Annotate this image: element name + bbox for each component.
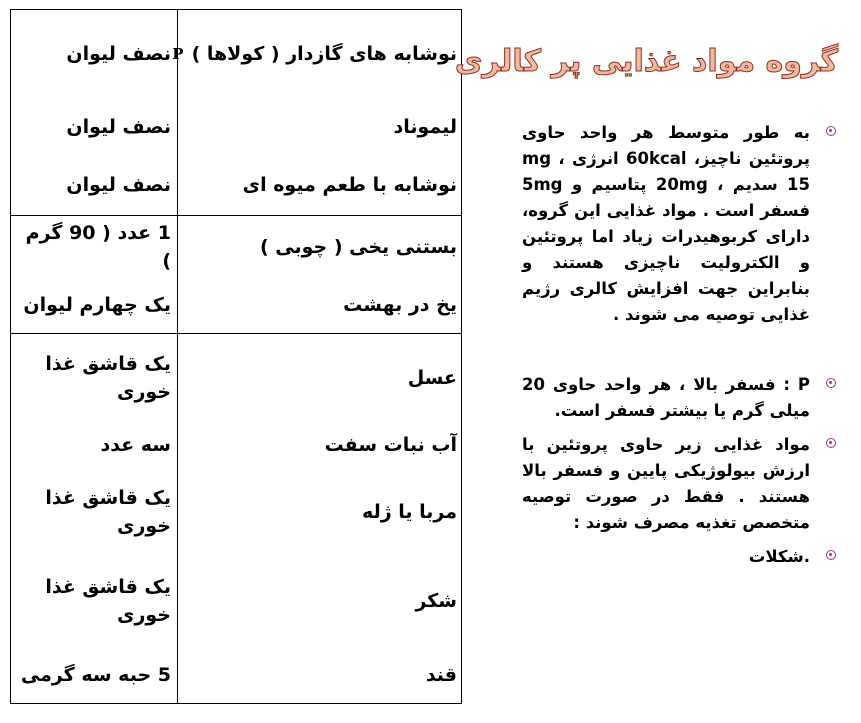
list-item: به طور متوسط هر واحد حاوی پروتئین ناچیز، 60kcal انرژی ، mg 15 سدیم ، 20mg پتاسیم و 5mg فسفر است . مواد غذایی این گروه، دارای کربوهیدرات زیاد اما پروتئین و الکترولیت ناچیزی هستند و بنابراین جهت افزایش کالری رژیم غذایی توصیه می شوند . <box>522 120 810 328</box>
phosphorus-badge: P <box>172 45 184 63</box>
group-divider <box>11 333 461 334</box>
table-row-food: یخ در بهشت <box>343 294 457 316</box>
table-row-food: لیموناد <box>393 116 457 138</box>
table-row-amount: نصف لیوان <box>66 43 171 65</box>
bullet-icon <box>826 438 836 448</box>
table-row-food: شکر <box>415 590 457 612</box>
list-item: .شکلات <box>522 544 810 570</box>
table-row-amount: 5 حبه سه گرمی <box>20 664 171 686</box>
table-row-amount: سه عدد <box>100 434 171 456</box>
bullet-icon <box>826 126 836 136</box>
table-row-food: آب نبات سفت <box>324 434 457 456</box>
bullet-icon <box>826 378 836 388</box>
table-row-amount: یک قاشق غذا خوری <box>45 353 171 403</box>
table-row-amount: یک قاشق غذا خوری <box>45 487 171 537</box>
bullet-icon <box>826 550 836 560</box>
table-row-amount: یک قاشق غذا خوری <box>45 576 171 626</box>
table-row-amount: نصف لیوان <box>66 174 171 196</box>
table-row-amount: 1 عدد ( 90 گرم ) <box>25 222 171 272</box>
column-divider <box>177 10 178 703</box>
table-row-food: نوشابه با طعم میوه ای <box>242 174 457 196</box>
table-row-food: قند <box>425 664 457 686</box>
food-table <box>10 9 462 704</box>
table-row-food: بستنی یخی ( چوبی ) <box>259 236 457 258</box>
page-title: گروه مواد غذایی پر کالری <box>454 44 838 79</box>
table-row-food: مربا یا ژله <box>362 501 457 523</box>
table-row-food: عسل <box>407 367 457 389</box>
table-row-food: نوشابه های گازدار ( کولاها ) P <box>181 39 457 69</box>
table-row-amount: نصف لیوان <box>66 116 171 138</box>
table-row-amount: یک چهارم لیوان <box>23 294 171 316</box>
list-item: مواد غذایی زیر حاوی پروتئین با ارزش بیولوژیکی پایین و فسفر بالا هستند . فقط در صورت توصیه متخصص تغذیه مصرف شوند : <box>522 432 810 536</box>
group-divider <box>11 215 461 216</box>
list-item: P : فسفر بالا ، هر واحد حاوی 20 میلی گرم یا بیشتر فسفر است. <box>522 372 810 424</box>
